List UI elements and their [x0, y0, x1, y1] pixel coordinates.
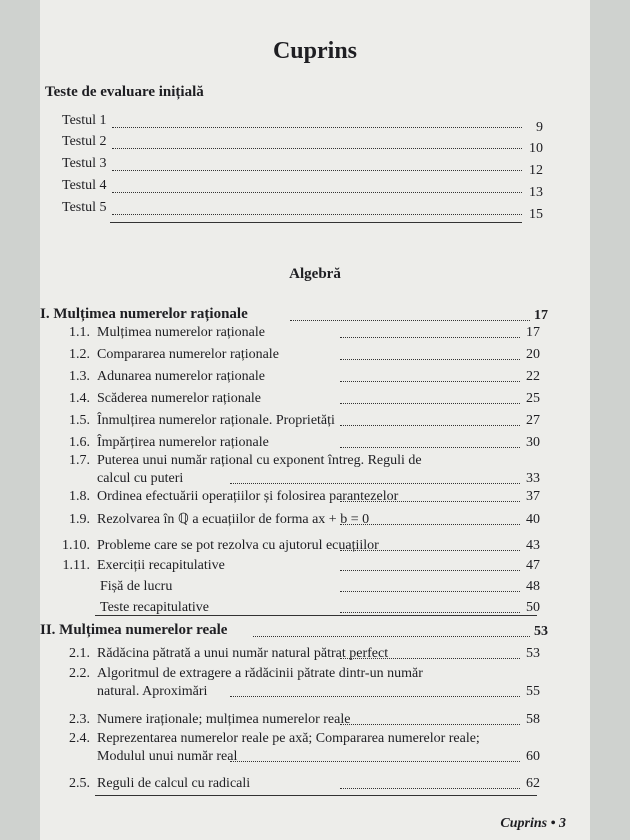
- dot-leader: [340, 425, 520, 426]
- dot-leader: [340, 524, 520, 525]
- entry-title: Exerciții recapitulative: [97, 558, 225, 573]
- page: [40, 0, 590, 840]
- toc-entry: [40, 711, 560, 729]
- dot-leader: [112, 127, 522, 128]
- entry-title: Înmulțirea numerelor raționale. Proprietăți: [97, 413, 335, 428]
- page-footer: Cuprins • 3: [500, 816, 566, 831]
- section-rule: [95, 615, 537, 616]
- entry-title: Numere iraționale; mulțimea numerelor reale: [97, 712, 351, 727]
- dot-leader: [112, 214, 522, 215]
- entry-number: 2.3.: [69, 712, 90, 727]
- toc-entry: [40, 511, 560, 529]
- entry-number: 1.1.: [69, 325, 90, 340]
- entry-number: 1.5.: [69, 413, 90, 428]
- page-title: Cuprins: [272, 38, 358, 64]
- section-rule: [110, 222, 522, 223]
- entry-title-continued: natural. Aproximări: [97, 684, 208, 699]
- page-number: 17: [526, 325, 540, 340]
- entry-number: 2.1.: [69, 646, 90, 661]
- dot-leader: [340, 447, 520, 448]
- entry-title-continued: calcul cu puteri: [97, 471, 184, 486]
- page-number: 43: [526, 538, 540, 553]
- dot-leader: [112, 170, 522, 171]
- entry-title: Ordinea efectuării operațiilor și folosirea parantezelor: [97, 489, 399, 504]
- entry-title: Mulțimea numerelor raționale: [97, 325, 265, 340]
- test-label: Testul 1: [62, 113, 107, 128]
- test-label: Testul 2: [62, 134, 107, 149]
- entry-number: 1.2.: [69, 347, 90, 362]
- page-number: 20: [526, 347, 540, 362]
- algebra-heading: Algebră: [289, 266, 341, 282]
- dot-leader: [340, 403, 520, 404]
- page-number: 48: [526, 579, 540, 594]
- chapter-page: 53: [534, 624, 548, 639]
- entry-title: Reprezentarea numerelor reale pe axă; Compararea numerelor reale;: [97, 731, 480, 746]
- page-number: 55: [526, 684, 540, 699]
- page-number: 10: [529, 141, 543, 156]
- test-label: Testul 5: [62, 200, 107, 215]
- toc-entry: [40, 434, 560, 452]
- entry-title: Teste recapitulative: [100, 600, 210, 615]
- entry-title: Adunarea numerelor raționale: [97, 369, 265, 384]
- toc-entry: [40, 557, 560, 575]
- entry-number: 1.10.: [62, 538, 90, 553]
- dot-leader: [340, 612, 520, 613]
- entry-number: 2.5.: [69, 776, 90, 791]
- entry-title: Scăderea numerelor raționale: [97, 391, 262, 406]
- entry-number: 1.11.: [62, 558, 90, 573]
- dot-leader: [340, 724, 520, 725]
- page-number: 47: [526, 558, 540, 573]
- toc-entry: [40, 390, 560, 408]
- dot-leader: [290, 320, 530, 321]
- entry-title: Algoritmul de extragere a rădăcinii pătrate dintr-un număr: [97, 666, 423, 681]
- page-number: 62: [526, 776, 540, 791]
- toc-entry: [40, 578, 560, 596]
- page-number: 13: [529, 185, 543, 200]
- entry-number: 1.9.: [69, 512, 90, 527]
- dot-leader: [230, 761, 520, 762]
- entry-title: Compararea numerelor raționale: [97, 347, 279, 362]
- entry-number: 2.4.: [69, 731, 90, 746]
- entry-title: Probleme care se pot rezolva cu ajutorul ecuațiilor: [97, 538, 379, 553]
- entry-number: 1.7.: [69, 453, 90, 468]
- entry-title: Rădăcina pătrată a unui număr natural pătrat perfect: [97, 646, 389, 661]
- toc-entry: [40, 346, 560, 364]
- dot-leader: [340, 501, 520, 502]
- page-number: 33: [526, 471, 540, 486]
- page-number: 58: [526, 712, 540, 727]
- entry-number: 2.2.: [69, 666, 90, 681]
- entry-title: Puterea unui număr rațional cu exponent întreg. Reguli de: [97, 453, 422, 468]
- page-number: 30: [526, 435, 540, 450]
- page-number: 37: [526, 489, 540, 504]
- test-label: Testul 4: [62, 178, 107, 193]
- chapter-page: 17: [534, 308, 548, 323]
- dot-leader: [340, 570, 520, 571]
- dot-leader: [340, 788, 520, 789]
- dot-leader: [112, 192, 522, 193]
- dot-leader: [340, 381, 520, 382]
- dot-leader: [253, 636, 530, 637]
- toc-entry: [40, 645, 560, 663]
- dot-leader: [230, 483, 520, 484]
- page-number: 25: [526, 391, 540, 406]
- entry-title: Reguli de calcul cu radicali: [97, 776, 251, 791]
- dot-leader: [112, 148, 522, 149]
- page-number: 9: [536, 120, 543, 135]
- toc-entry: [40, 537, 560, 555]
- dot-leader: [230, 696, 520, 697]
- entry-number: 1.6.: [69, 435, 90, 450]
- toc-entry: [40, 488, 560, 506]
- page-number: 40: [526, 512, 540, 527]
- entry-title-continued: Modulul unui număr real: [97, 749, 238, 764]
- dot-leader: [340, 337, 520, 338]
- page-number: 27: [526, 413, 540, 428]
- entry-number: 1.4.: [69, 391, 90, 406]
- toc-entry: [40, 368, 560, 386]
- dot-leader: [340, 359, 520, 360]
- entry-title: Împărțirea numerelor raționale: [97, 435, 269, 450]
- initial-tests-heading: Teste de evaluare inițială: [45, 84, 204, 100]
- section-rule: [95, 795, 537, 796]
- page-number: 12: [529, 163, 543, 178]
- chapter-heading: I. Mulțimea numerelor raționale: [40, 306, 248, 322]
- dot-leader: [340, 550, 520, 551]
- toc-entry: [40, 324, 560, 342]
- page-number: 15: [529, 207, 543, 222]
- page-number: 53: [526, 646, 540, 661]
- dot-leader: [340, 591, 520, 592]
- entry-title: Fișă de lucru: [100, 579, 173, 594]
- toc-entry: [40, 412, 560, 430]
- page-number: 22: [526, 369, 540, 384]
- entry-number: 1.3.: [69, 369, 90, 384]
- chapter-heading: II. Mulțimea numerelor reale: [40, 622, 228, 638]
- dot-leader: [340, 658, 520, 659]
- page-number: 60: [526, 749, 540, 764]
- page-number: 50: [526, 600, 540, 615]
- toc-entry: [40, 775, 560, 793]
- entry-title: Rezolvarea în ℚ a ecuațiilor de forma ax + b = 0: [97, 512, 370, 527]
- test-label: Testul 3: [62, 156, 107, 171]
- entry-number: 1.8.: [69, 489, 90, 504]
